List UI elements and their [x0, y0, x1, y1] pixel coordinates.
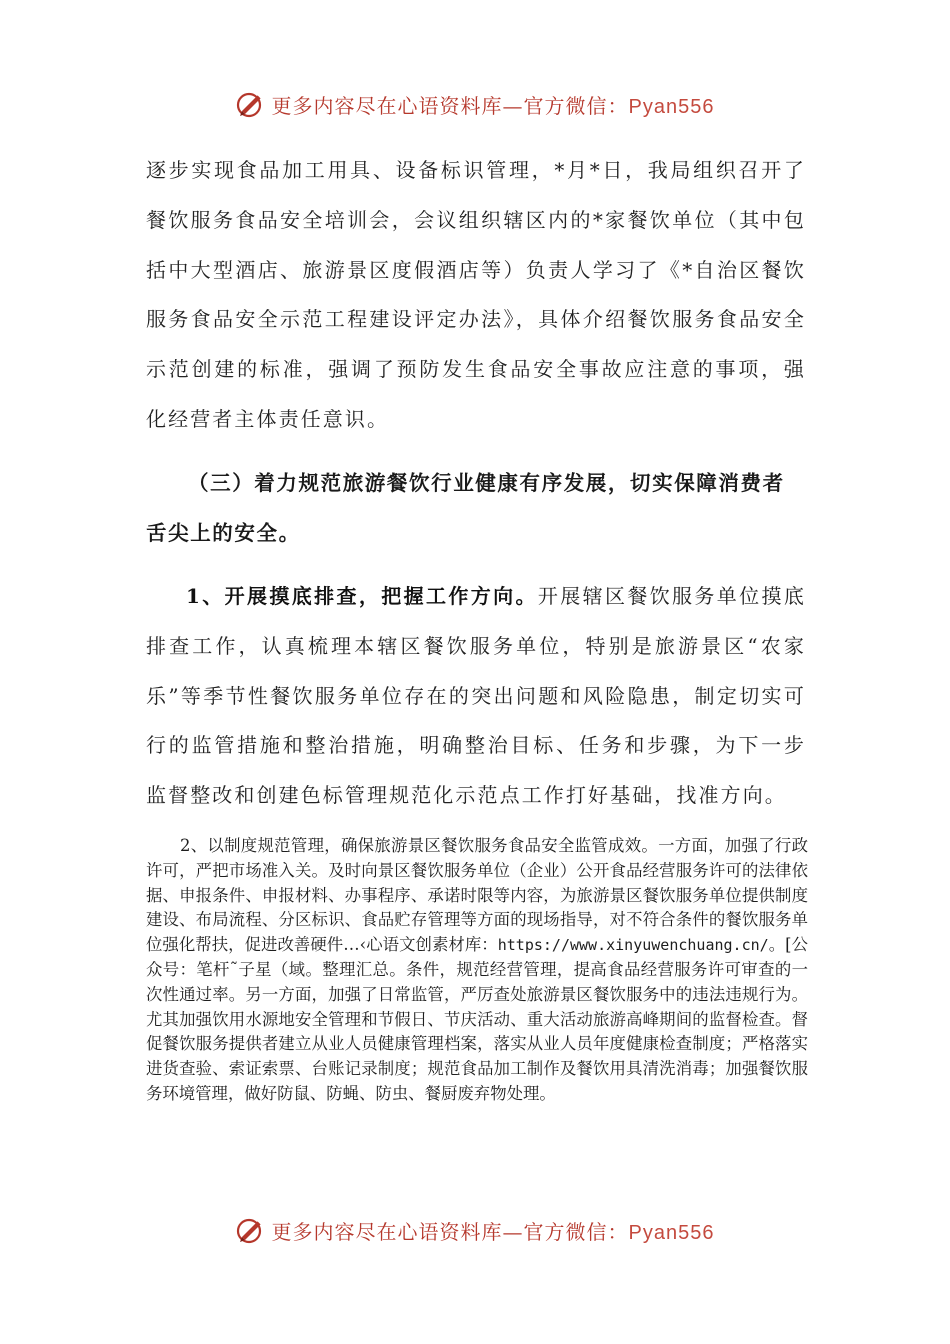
paragraph-training-text: 逐步实现食品加工用具、设备标识管理，*月*日，我局组织召开了餐饮服务食品安全培训会，会议组织辖区内的*家餐饮单位（其中包括中大型酒店、旅游景区度假酒店等）负责人学习了《*自治区餐饮服务食品安全示范工程建设评定办法》，具体介绍餐饮服务食品安全示范创建的标准，强调了预防发生食品安全事故应注意的事项，强化经营者主体责任意识。 — [146, 158, 806, 431]
paragraph-regulation-part1: 2、以制度规范管理，确保旅游景区餐饮服务食品安全监管成效。一方面，加强了行政许可，严把市场准入关。及时向景区餐饮服务单位（企业）公开食品经营服务许可的法律依据、申报条件、申报材料、办事程序、承诺时限等内容，为旅游景区餐饮服务单位提供制度建设、布局流程、分区标识、食品贮存管理等方面的现场指导，对不符合条件的餐饮服务单位强化帮扶，促进改善硬件…‹心语文创素材库： — [146, 836, 808, 955]
paragraph-survey — [146, 572, 806, 821]
paragraph-training — [146, 146, 806, 445]
paragraph-regulation-text — [146, 834, 808, 1107]
paragraph-regulation — [146, 834, 808, 1107]
header-banner — [0, 84, 950, 124]
website-url: https://www.xinyuwenchuang.cn/ — [497, 936, 769, 955]
header-wechat-id: Pyan556 — [628, 95, 715, 118]
paragraph-survey-lead: 1、开展摸底排查，把握工作方向。 — [186, 584, 538, 608]
section-heading-3-text: （三）着力规范旅游餐饮行业健康有序发展，切实保障消费者舌尖上的安全。 — [146, 471, 785, 545]
paragraph-survey-text — [146, 572, 806, 821]
footer-wechat-id: Pyan556 — [628, 1221, 715, 1244]
paragraph-survey-body: 开展辖区餐饮服务单位摸底排查工作，认真梳理本辖区餐饮服务单位，特别是旅游景区“农家乐”等季节性餐饮服务单位存在的突出问题和风险隐患，制定切实可行的监管措施和整治措施，明确整治目标、任务和步骤，为下一步监督整改和创建色标管理规范化示范点工作打好基础，找准方向。 — [146, 584, 807, 808]
footer-banner — [0, 1210, 950, 1250]
section-heading-3 — [146, 458, 806, 558]
footer-banner-text: 更多内容尽在心语资料库—官方微信：Pyan556 — [271, 1219, 715, 1244]
pen-logo-icon — [236, 89, 266, 119]
pen-logo-icon — [236, 1215, 266, 1245]
header-banner-text: 更多内容尽在心语资料库—官方微信：Pyan556 — [271, 93, 715, 118]
paragraph-regulation-part2: 。[公众号：笔杆˜子星（域。整理汇总。条件，规范经营管理，提高食品经营服务许可审查的一次性通过率。另一方面，加强了日常监管，严厉查处旅游景区餐饮服务中的违法违规行为。尤其加强饮用水源地安全管理和节假日、节庆活动、重大活动旅游高峰期间的监督检查。督促餐饮服务提供者建立从业人员健康管理档案，落实从业人员年度健康检查制度；严格落实进货查验、索证索票、台账记录制度；规范食品加工制作及餐饮用具清洗消毒；加强餐饮服务环境管理，做好防鼠、防蝇、防虫、餐厨废弃物处理。 — [146, 935, 808, 1103]
